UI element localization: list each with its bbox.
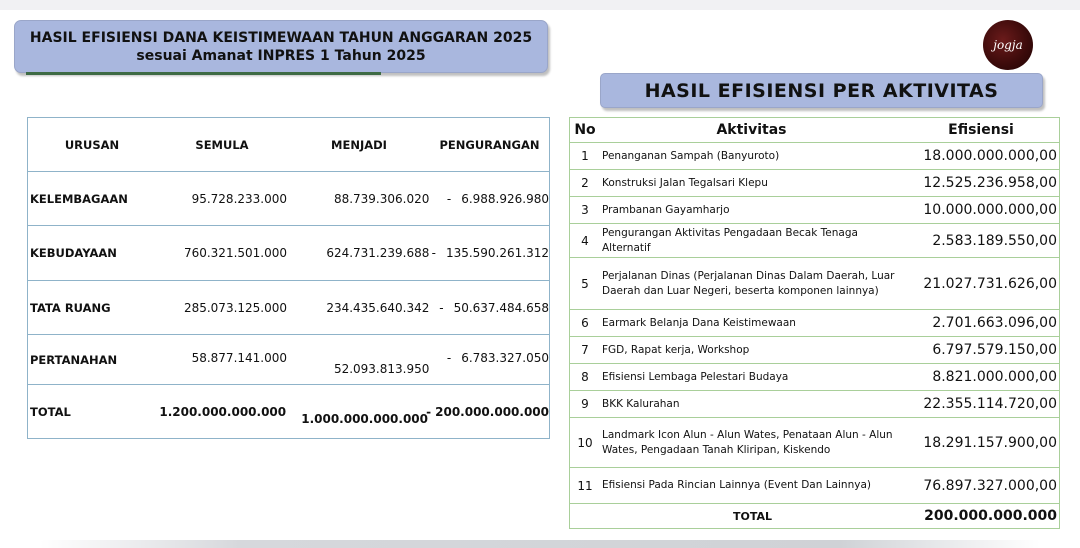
table-row [570,257,1059,309]
row-number: 11 [577,478,593,493]
efisiensi-cell: 8.821.000.000,00 [932,369,1057,385]
title-underline [26,72,381,75]
activity-cell: Landmark Icon Alun - Alun Wates, Penataan Alun - Alun Wates, Pengadaan Tanah Kliripan, Kiskendo [602,428,893,456]
activity-cell: Perjalanan Dinas (Perjalanan Dinas Dalam Daerah, Luar Daerah dan Luar Negeri, beserta komponen lainnya) [602,269,895,297]
menjadi-cell: 88.739.306.020 [333,191,430,206]
total-label: TOTAL [732,509,773,523]
total-no-cell [570,504,600,528]
logo-text: jogja [993,38,1023,52]
table-row [28,384,549,438]
activity-cell: Penanganan Sampah (Banyuroto) [602,149,780,162]
pengurangan-cell [431,226,549,280]
table-row [570,363,1059,390]
row-number: 7 [581,343,589,357]
header-efisiensi: Efisiensi [948,122,1014,138]
semula-cell: 1.200.000.000.000 [159,404,287,419]
activity-table [569,117,1060,529]
efisiensi-cell: 6.797.579.150,00 [932,342,1057,358]
table-row [570,309,1059,336]
table-row [28,334,549,384]
table-row [570,336,1059,363]
urusan-cell: KEBUDAYAAN [30,246,117,260]
menjadi-cell: 1.000.000.000.000 [301,412,428,426]
pengurangan-cell [431,281,549,334]
activity-cell: Pengurangan Aktivitas Pengadaan Becak Tenaga Alternatif [602,226,858,254]
activity-cell: Efisiensi Pada Rincian Lainnya (Event Dan Lainnya) [602,479,871,491]
activity-cell: FGD, Rapat kerja, Workshop [602,343,750,356]
activity-cell: Efisiensi Lembaga Pelestari Budaya [602,370,789,383]
jogja-logo [983,20,1033,70]
table-row [570,196,1059,223]
minus-sign: - [426,404,432,419]
efisiensi-cell: 12.525.236.958,00 [923,175,1057,191]
header-pengurangan: PENGURANGAN [439,137,540,152]
table-row [570,223,1059,257]
row-number: 8 [581,370,589,384]
header-aktivitas: Aktivitas [716,121,787,138]
page-subtitle: sesuai Amanat INPRES 1 Tahun 2025 [136,47,426,64]
urusan-cell: TATA RUANG [30,300,111,315]
pengurangan-cell [431,172,549,225]
table-row [570,417,1059,467]
header-urusan: URUSAN [64,137,120,152]
row-number: 1 [581,149,589,163]
efisiensi-cell: 2.583.189.550,00 [932,232,1057,249]
efisiensi-cell: 10.000.000.000,00 [923,202,1057,218]
urusan-cell: PERTANAHAN [30,352,118,367]
pengurangan-value: 6.783.327.050 [461,351,549,365]
header-semula: SEMULA [195,137,249,152]
row-number: 6 [581,316,589,330]
table-header-row [28,118,549,171]
pengurangan-cell [431,335,549,384]
header-menjadi: MENJADI [331,137,387,152]
total-value: 200.000.000.000 [924,508,1057,524]
efisiensi-cell: 18.291.157.900,00 [923,434,1057,451]
page-title-box [14,20,548,73]
urusan-cell: TOTAL [30,404,71,419]
menjadi-cell: 234.435.640.342 [326,300,430,315]
pengurangan-value: 200.000.000.000 [435,404,549,419]
table-row [570,467,1059,503]
semula-cell: 58.877.141.000 [191,351,288,365]
semula-cell: 760.321.501.000 [183,246,288,260]
minus-sign: - [439,300,444,315]
urusan-table [27,117,550,439]
minus-sign: - [446,191,452,206]
menjadi-cell: 52.093.813.950 [333,362,430,376]
top-bar [0,0,1080,10]
activity-cell: Prambanan Gayamharjo [602,203,730,216]
table-header-row [570,118,1059,142]
minus-sign: - [431,246,436,260]
table-row [28,280,549,334]
row-number: 3 [581,203,589,217]
table-row [28,171,549,225]
efisiensi-cell: 76.897.327.000,00 [923,477,1057,494]
efisiensi-cell: 18.000.000.000,00 [923,148,1057,164]
table-row [570,390,1059,417]
minus-sign: - [446,351,452,365]
activity-cell: Earmark Belanja Dana Keistimewaan [602,316,796,329]
efisiensi-cell: 21.027.731.626,00 [923,275,1057,292]
page-title: HASIL EFISIENSI DANA KEISTIMEWAAN TAHUN ANGGARAN 2025 [29,29,533,46]
row-number: 5 [581,276,589,291]
table-row [570,169,1059,196]
semula-cell: 285.073.125.000 [183,300,288,315]
bottom-edge [40,540,1040,548]
row-number: 4 [581,233,589,248]
urusan-cell: KELEMBAGAAN [30,191,128,206]
table-row [28,225,549,280]
pengurangan-value: 50.637.484.658 [453,300,549,315]
row-number: 9 [581,397,589,411]
table-row [570,142,1059,169]
efisiensi-cell: 2.701.663.096,00 [932,315,1057,331]
activity-table-title: HASIL EFISIENSI PER AKTIVITAS [600,73,1043,108]
activity-cell: Konstruksi Jalan Tegalsari Klepu [602,176,768,189]
row-number: 10 [577,435,593,450]
efisiensi-cell: 22.355.114.720,00 [923,396,1057,412]
pengurangan-value: 6.988.926.980 [461,191,549,206]
activity-cell: BKK Kalurahan [602,397,680,410]
pengurangan-cell [426,385,549,438]
header-no: No [574,122,596,138]
pengurangan-value: 135.590.261.312 [445,246,549,260]
menjadi-cell: 624.731.239.688 [326,246,430,260]
row-number: 2 [581,176,589,190]
total-row [570,503,1059,528]
semula-cell: 95.728.233.000 [191,191,288,206]
